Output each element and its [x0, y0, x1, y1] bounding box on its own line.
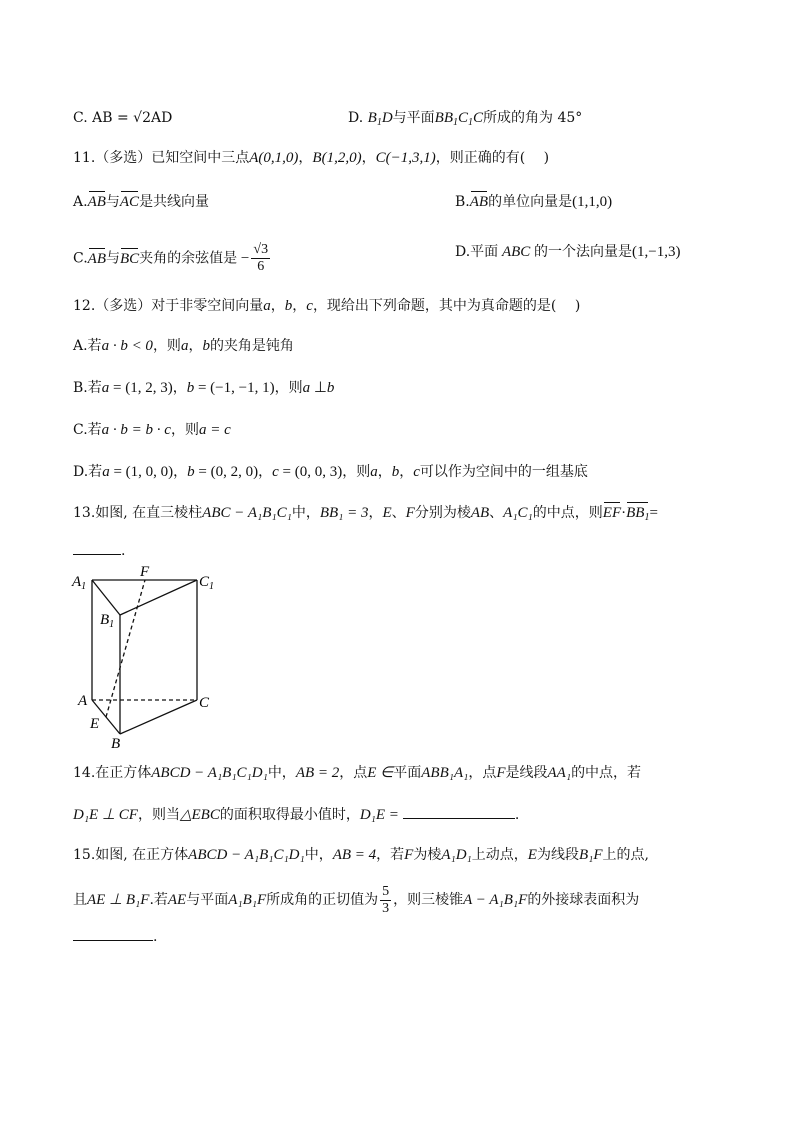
q13-vector-ef: EF [602, 505, 622, 521]
q12-option-c: C.若a · b = b · c，则a = c [73, 422, 231, 438]
q11-option-a-mid: 与 [105, 194, 120, 210]
q14-stem-prefix: 14.在正方体 [73, 765, 152, 781]
q14-stem-mid3: 平面 [393, 765, 422, 781]
q12-option-b: B.若a = (1, 2, 3)，b = (−1, −1, 1)，则a ⊥b [73, 380, 335, 396]
label-e: E [90, 716, 100, 732]
q11-plane-abc: ABC [498, 244, 535, 260]
q15-line2-mid4: ，则三棱锥 [393, 892, 464, 908]
q11-option-c-mid: 与 [106, 250, 120, 267]
q13-vector-bb1: $BB_1$ [626, 503, 649, 528]
q11-option-d-value: (1,−1,3) [632, 244, 681, 260]
q12-option-a-condition: · b < 0 [112, 338, 153, 354]
q11-vector-ab: AB [87, 194, 106, 210]
q11-vector-ab-c: AB [87, 250, 106, 267]
q15-answer-blank [73, 926, 153, 941]
q11-option-d-prefix: D.平面 [455, 244, 499, 260]
q15-edge: A₁D₁ [441, 847, 472, 863]
q12-perp-sign: ⊥ [313, 380, 327, 396]
label-f: F [140, 564, 150, 580]
q15-point-e: E [527, 847, 537, 863]
q15-stem-mid2: ，若 [376, 847, 405, 863]
label-c: C [199, 695, 210, 711]
q15-segment: B₁F [578, 847, 603, 863]
q15-fraction-numerator: 5 [382, 883, 390, 899]
q12-option-b-prefix: B.若 [73, 380, 102, 396]
q15-line2-end: 的外接球表面积为 [527, 892, 640, 908]
q14-cube: ABCD − A₁B₁C₁D₁ [151, 765, 268, 781]
q15-perp-condition: AE ⊥ B₁F [87, 892, 150, 908]
q12-b-a-sym: a [101, 380, 113, 396]
q13-prism-figure [70, 562, 230, 752]
segment-e-f-hidden [106, 580, 145, 717]
q15-condition: AB = 4 [332, 847, 377, 863]
label-b: B [111, 736, 121, 752]
q10-option-d-seg: $B_1D$ [367, 110, 393, 128]
edge-a1-b1 [92, 580, 120, 615]
q13-point-f: F [405, 505, 415, 521]
q15-stem-mid6: 上的点, [602, 847, 649, 863]
q10-option-c-text: C. AB = √2AD [73, 110, 173, 126]
q15-cube: ABCD − A₁B₁C₁D₁ [188, 847, 305, 863]
q13-answer-blank [73, 540, 121, 555]
q15-stem-mid1: 中， [304, 847, 333, 863]
q12-d-c-sym: c [272, 464, 283, 480]
q12-d-a-sym: a [102, 464, 114, 480]
q14-triangle: △EBC [179, 807, 220, 823]
q12-vector-b: b [284, 298, 293, 314]
q11-option-a [73, 192, 209, 212]
q15-ae: AE [167, 892, 187, 908]
q13-prism: ABC − A₁B₁C₁ [202, 505, 292, 521]
q12-d-a-sym-2: a [370, 464, 378, 480]
q12-b-b-sym-2: b [326, 380, 335, 396]
q12-option-d-a-value: = (1, 0, 0) [113, 464, 174, 480]
edge-b-c [120, 700, 197, 734]
q11-minus-sign: − [237, 250, 250, 267]
q11-stem-prefix: 11.（多选）已知空间中三点 [73, 150, 250, 166]
q12-stem-suffix: ，现给出下列命题，其中为真命题的是( ) [312, 298, 581, 314]
q14-stem-mid5: 是线段 [505, 765, 548, 781]
q14-answer-blank [403, 804, 515, 819]
q14-point-e-in: E ∈ [367, 765, 394, 781]
q14-stem-mid6: 的中点，若 [571, 765, 642, 781]
q10-option-d-plane: $BB_1C_1C$ [434, 110, 484, 128]
q11-vector-bc: BC [120, 250, 140, 267]
q13-stem: 13.如图, 在直三棱柱ABC − A₁B₁C₁中，BB₁ = 3，E、F分别为棱AB、A₁C₁的中点，则$EF\cdot BB_1=$ [73, 503, 658, 528]
q11-fraction-denominator: 6 [257, 259, 265, 274]
q13-stem-mid2: 分别为棱 [414, 505, 471, 521]
q11-option-a-prefix: A. [73, 194, 88, 210]
q12-b-sym: b [202, 338, 210, 354]
q12-option-d-suffix: 可以作为空间中的一组基底 [419, 464, 588, 480]
q12-option-a-prefix: A.若 [73, 338, 102, 354]
q14-answer-label: D₁E = [359, 807, 399, 823]
q14-condition: AB = 2 [295, 765, 340, 781]
q15-stem-mid4: 上动点， [471, 847, 528, 863]
label-a1: $A_1$ [72, 574, 87, 592]
q15-line2-mid3: 所成角的正切值为 [266, 892, 379, 908]
q15-line2-mid2: 与平面 [186, 892, 229, 908]
label-a: A [78, 693, 88, 709]
q12-d-b-sym: b [187, 464, 199, 480]
q15-line2 [73, 882, 639, 918]
q15-line2-mid: .若 [149, 892, 168, 908]
q13-stem-prefix: 13.如图, 在直三棱柱 [73, 505, 203, 521]
q15-answer-line: . [73, 926, 157, 947]
q11-option-d-suffix: 的一个法向量是 [534, 244, 633, 260]
q15-fraction-denominator: 3 [382, 900, 390, 916]
q12-b-a-sym-2: a [302, 380, 314, 396]
q14-point-f: F [496, 765, 506, 781]
q10-option-d-mid: 与平面 [392, 110, 435, 126]
q13-edge-ab: AB [470, 505, 490, 521]
q15-plane: A₁B₁F [228, 892, 267, 908]
q14-stem [73, 763, 641, 783]
q12-a-sym-2: a [180, 338, 189, 354]
q12-c-a-sym-2: a [198, 422, 211, 438]
q13-dot: · [621, 505, 627, 521]
q11-point-a: A(0,1,0) [249, 150, 299, 166]
q13-condition: BB₁ = 3 [319, 505, 369, 521]
q12-stem-prefix: 12.（多选）对于非零空间向量 [73, 298, 264, 314]
q11-option-a-suffix: 是共线向量 [139, 194, 210, 210]
q12-option-d: D.若a = (1, 0, 0)，b = (0, 2, 0)，c = (0, 0, 3)，则a，b，c可以作为空间中的一组基底 [73, 464, 588, 480]
q13-stem-mid1: 中， [291, 505, 320, 521]
q14-line2: D₁E ⊥ CF，则当△EBC的面积取得最小值时，D₁E = . [73, 804, 519, 825]
q12-stem: 12.（多选）对于非零空间向量a，b，c，现给出下列命题，其中为真命题的是( ) [73, 298, 581, 314]
q12-option-b-b-value: = (−1, −1, 1) [197, 380, 275, 396]
q15-pyramid: A − A₁B₁F [463, 892, 528, 908]
q12-option-b-a-value: = (1, 2, 3) [113, 380, 173, 396]
q14-plane: ABB₁A₁ [421, 765, 469, 781]
q14-stem-mid1: 中， [267, 765, 296, 781]
q12-vector-a: a [263, 298, 271, 314]
q11-option-d [455, 242, 680, 262]
q12-option-d-b-value: = (0, 2, 0) [198, 464, 259, 480]
q13-edge-a1c1: A₁C₁ [503, 505, 533, 521]
q11-stem: 11.（多选）已知空间中三点A(0,1,0)，B(1,2,0)，C(−1,3,1)，则正确的有( ) [73, 150, 550, 166]
q10-option-d-suffix: 所成的角为 45° [483, 110, 583, 126]
q15-stem-prefix: 15.如图, 在正方体 [73, 847, 189, 863]
q11-option-b-suffix: 的单位向量是 [488, 194, 573, 210]
q11-stem-suffix: ，则正确的有( ) [435, 150, 550, 166]
q14-stem-mid4: ，点 [468, 765, 497, 781]
q12-option-d-c-value: = (0, 0, 3) [282, 464, 343, 480]
q11-point-c: C(−1,3,1) [375, 150, 436, 166]
q11-fraction-numerator: √3 [253, 242, 269, 257]
q15-stem-mid3: 为棱 [413, 847, 442, 863]
q15-tangent-fraction [380, 884, 391, 917]
q14-stem-mid2: ，点 [339, 765, 368, 781]
q13-equals: = [649, 505, 658, 521]
q10-option-c [73, 108, 172, 128]
q14-line2-mid: ，则当 [137, 807, 180, 823]
q15-line2-prefix: 且 [73, 892, 87, 908]
q15-stem-mid5: 为线段 [536, 847, 579, 863]
q11-option-b-value: (1,1,0) [572, 194, 613, 210]
q12-vector-c: c [306, 298, 313, 314]
q12-option-d-prefix: D.若 [73, 464, 103, 480]
q12-option-a: A.若a · b < 0，则a，b的夹角是钝角 [73, 338, 294, 354]
q11-option-c-prefix: C. [73, 250, 88, 267]
q13-stem-mid4: 的中点，则 [532, 505, 603, 521]
q10-option-d-prefix: D. [348, 110, 368, 126]
q11-option-c-suffix: 夹角的余弦值是 [139, 250, 238, 267]
q11-vector-ac: AC [119, 194, 140, 210]
q15-point-f: F [404, 847, 414, 863]
q12-a-sym: a [101, 338, 113, 354]
q11-option-b-prefix: B. [455, 194, 470, 210]
q15-stem [73, 845, 649, 865]
q11-vector-ab-b: AB [469, 194, 489, 210]
label-b1: $B_1$ [100, 612, 115, 630]
q12-option-c-conclusion: = c [210, 422, 231, 438]
q12-c-a-sym: a [101, 422, 113, 438]
q11-point-b: B(1,2,0) [312, 150, 362, 166]
q12-d-c-sym-2: c [413, 464, 420, 480]
label-c1: $C_1$ [199, 574, 215, 592]
q11-option-c [73, 242, 272, 275]
q11-cosine-fraction [251, 242, 270, 275]
q13-answer-line: . [73, 540, 125, 561]
q12-option-a-suffix: 的夹角是钝角 [209, 338, 294, 354]
q12-option-c-condition: · b = b · c [112, 422, 171, 438]
q10-option-d [348, 108, 582, 133]
q13-points-ef: E [382, 505, 392, 521]
edge-b1-c1 [120, 580, 197, 615]
q14-line2-mid2: 的面积取得最小值时， [219, 807, 360, 823]
q12-d-b-sym-2: b [391, 464, 400, 480]
q11-option-b [455, 192, 612, 212]
q14-perp-condition: D₁E ⊥ CF [73, 807, 138, 823]
q12-b-b-sym: b [186, 380, 198, 396]
q14-segment: AA₁ [547, 765, 572, 781]
q13-stem-mid3: 、 [489, 505, 504, 521]
q12-option-c-prefix: C.若 [73, 422, 102, 438]
